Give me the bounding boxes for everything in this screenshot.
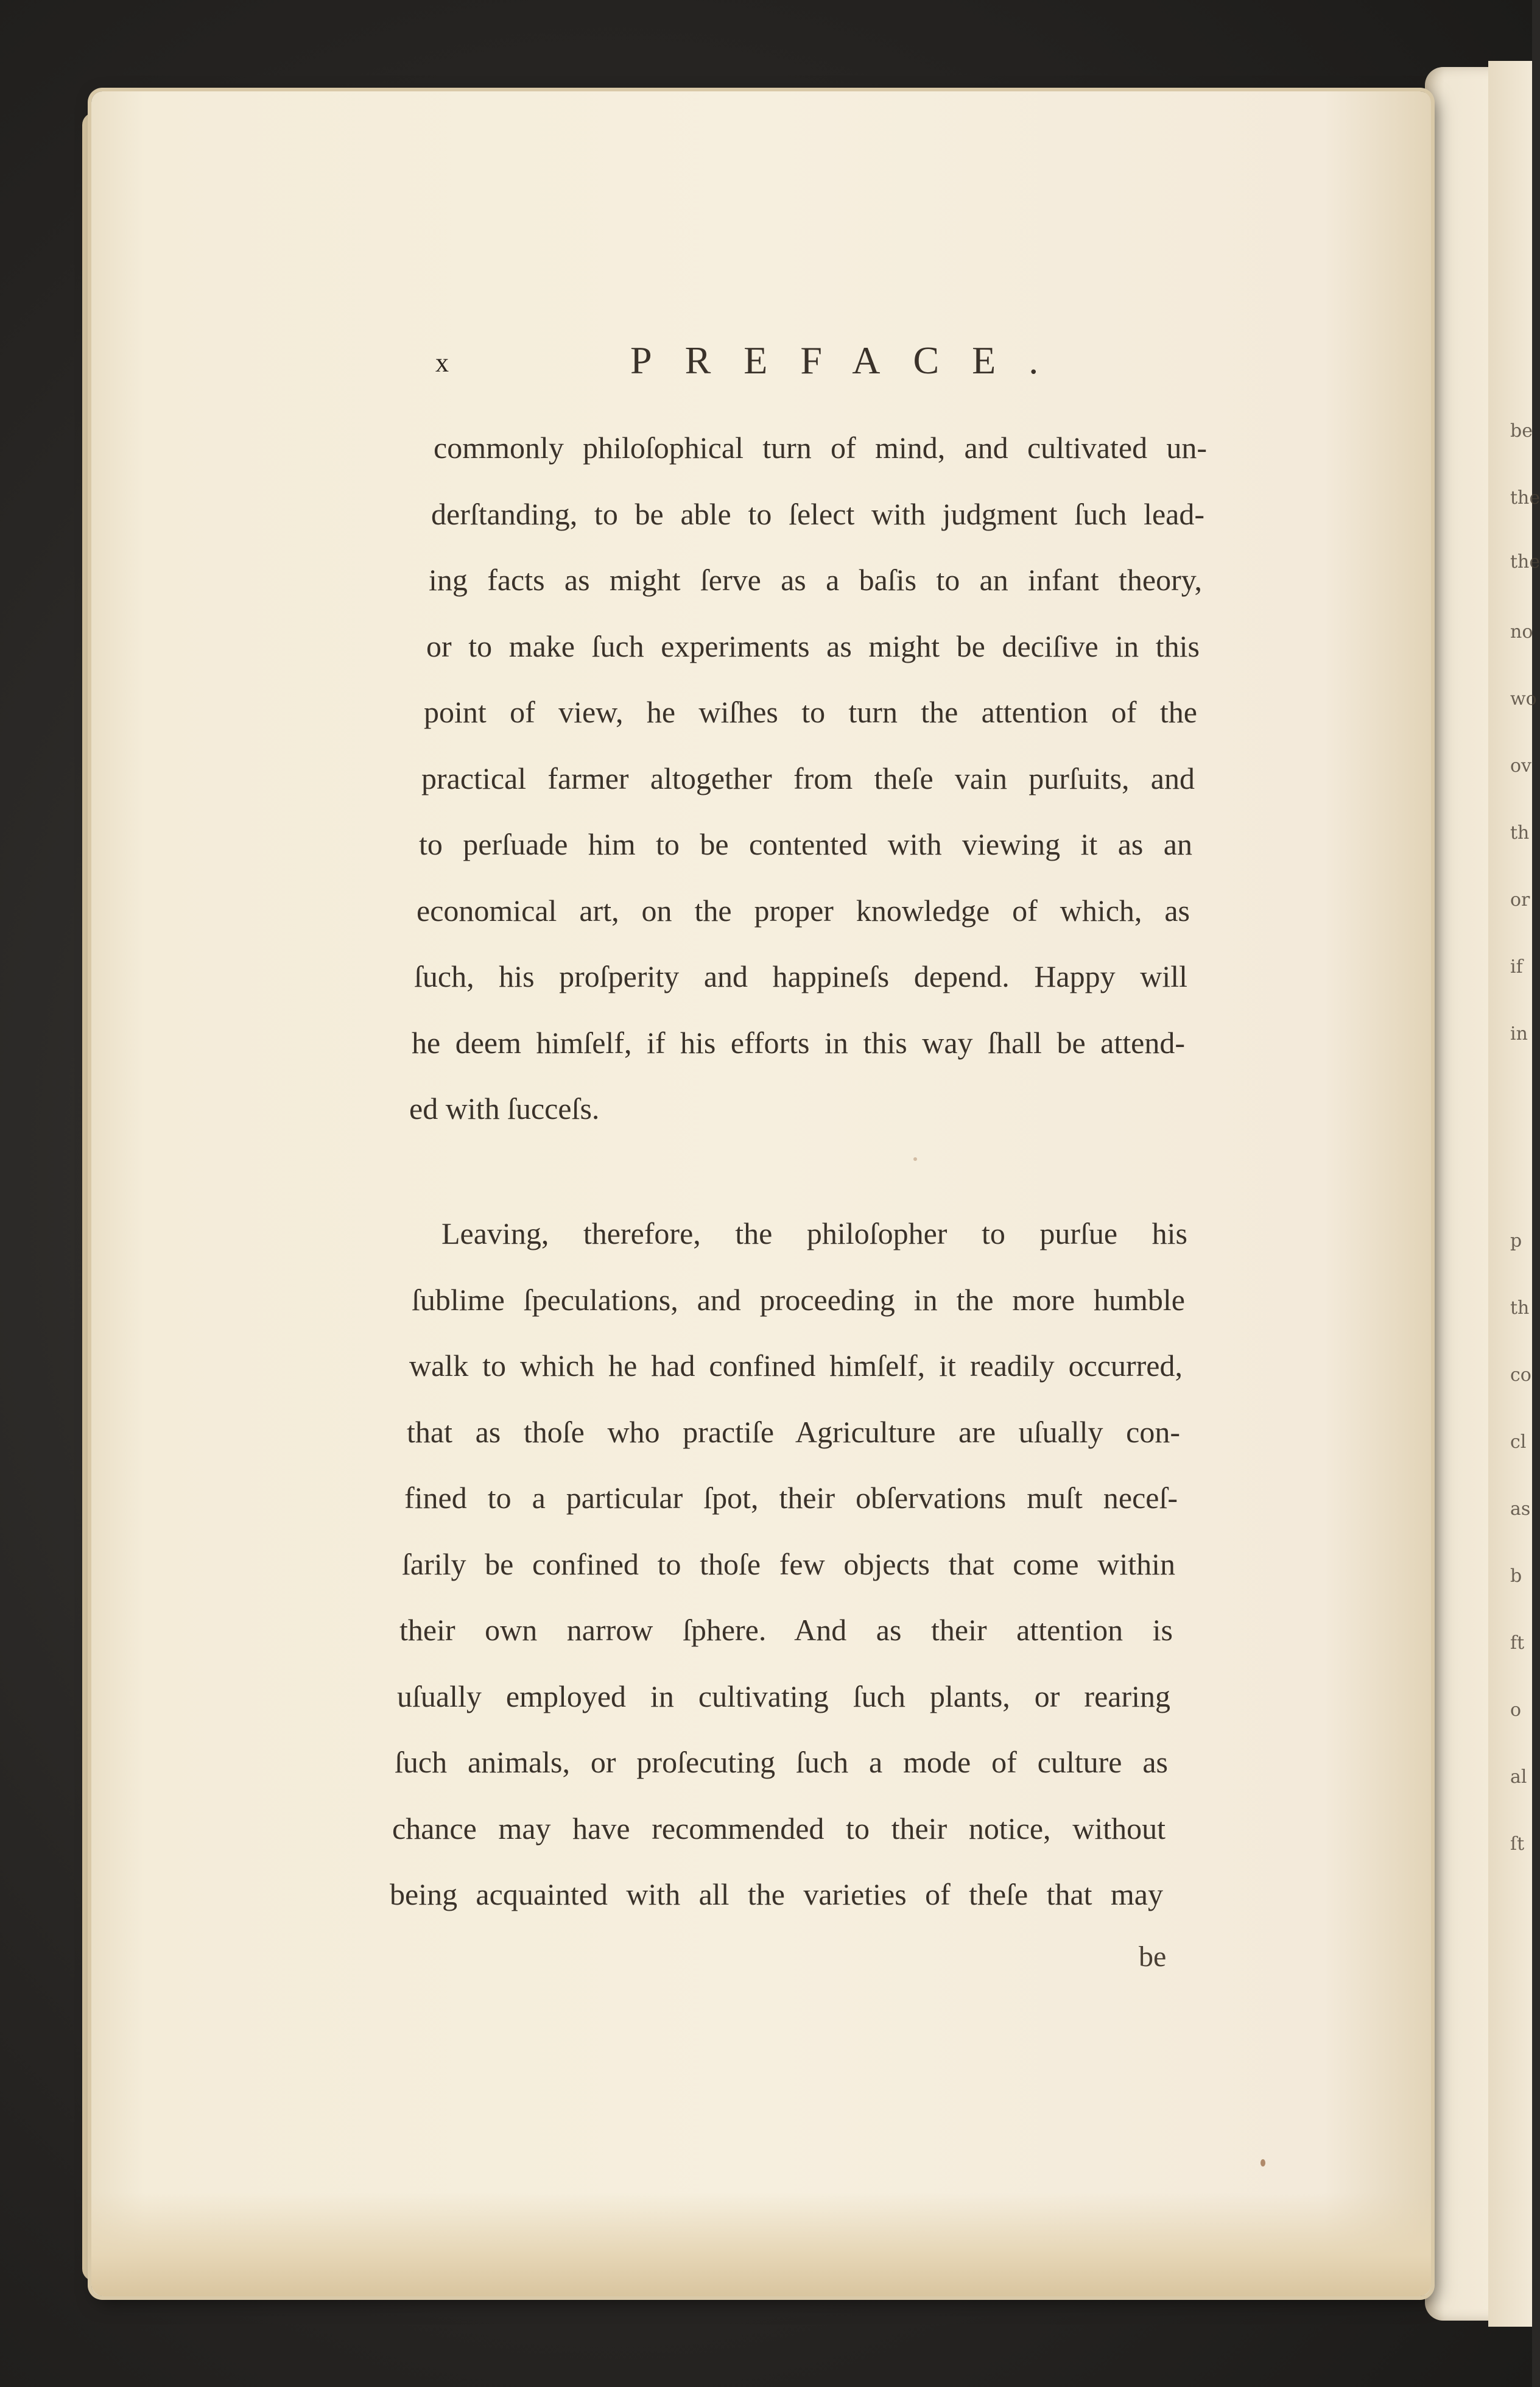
paper-speck (1260, 2159, 1265, 2167)
facing-text-fragment: th (1510, 822, 1530, 844)
facing-text-fragment: be (1510, 420, 1533, 442)
facing-text-fragment: the (1510, 487, 1540, 509)
facing-text-fragment: as (1510, 1498, 1531, 1520)
text-line: their own narrow ſphere. And as their attention is (399, 1613, 1173, 1647)
text-line: ing facts as might ſerve as a baſis to an infant theory, (429, 563, 1202, 597)
text-line: ſuch animals, or proſecuting ſuch a mode of culture as (395, 1745, 1168, 1779)
facing-text-fragment: p (1510, 1230, 1522, 1252)
facing-text-fragment: o (1510, 1699, 1522, 1721)
facing-text-fragment: the (1510, 551, 1540, 573)
facing-text-fragment: no (1510, 621, 1533, 643)
text-line: uſually employed in cultivating ſuch plants, or rearing (397, 1679, 1170, 1713)
facing-text-fragment: b (1510, 1565, 1522, 1587)
facing-text-fragment: al (1510, 1766, 1527, 1788)
text-line: economical art, on the proper knowledge of which, as (417, 893, 1190, 928)
facing-text-fragment: co (1510, 1364, 1531, 1386)
text-line: walk to which he had confined himſelf, it readily occurred, (409, 1349, 1183, 1383)
text-line: point of view, he wiſhes to turn the attention of the (424, 695, 1197, 729)
text-line: being acquainted with all the varieties of theſe that may (390, 1877, 1163, 1911)
text-line: or to make ſuch experiments as might be deciſive in this (426, 629, 1200, 663)
text-line: ſublime ſpeculations, and proceeding in the more humble (412, 1282, 1185, 1317)
text-line: commonly philoſophical turn of mind, and cultivated un- (434, 431, 1207, 465)
text-line: ſuch, his proſperity and happineſs depend. Happy will (414, 959, 1187, 993)
facing-text-fragment: th (1510, 1297, 1530, 1319)
facing-text-fragment: ft (1510, 1632, 1525, 1654)
text-line: fined to a particular ſpot, their obſervations muſt neceſ- (404, 1481, 1178, 1515)
text-line: ed with ſucceſs. (409, 1091, 600, 1126)
text-line: to perſuade him to be contented with viewing it as an (419, 827, 1192, 861)
text-line: ſarily be confined to thoſe few objects that come within (402, 1546, 1175, 1581)
text-line: that as thoſe who practiſe Agriculture are uſually con- (407, 1414, 1180, 1449)
facing-text-fragment: if (1510, 956, 1523, 978)
facing-text-fragment: or (1510, 889, 1530, 911)
facing-text-fragment: ſt (1510, 1833, 1525, 1855)
text-line: he deem himſelf, if his efforts in this way ſhall be attend- (412, 1025, 1185, 1060)
text-line: Leaving, therefore, the philoſopher to purſue his (441, 1216, 1187, 1250)
text-line: practical farmer altogether from theſe vain purſuits, and (421, 761, 1195, 795)
facing-text-fragment: in (1510, 1023, 1528, 1045)
paper-speck (913, 1157, 917, 1161)
catchword: be (1139, 1941, 1167, 1973)
page-number: x (435, 348, 449, 378)
text-line: derſtanding, to be able to ſelect with judgment ſuch lead- (431, 496, 1204, 531)
running-head: PREFACE. (630, 339, 1072, 382)
text-line: chance may have recommended to their notice, without (392, 1811, 1166, 1846)
facing-text-fragment: ov (1510, 755, 1532, 777)
facing-text-fragment: wo (1510, 688, 1537, 710)
facing-text-fragment: cl (1510, 1431, 1527, 1453)
